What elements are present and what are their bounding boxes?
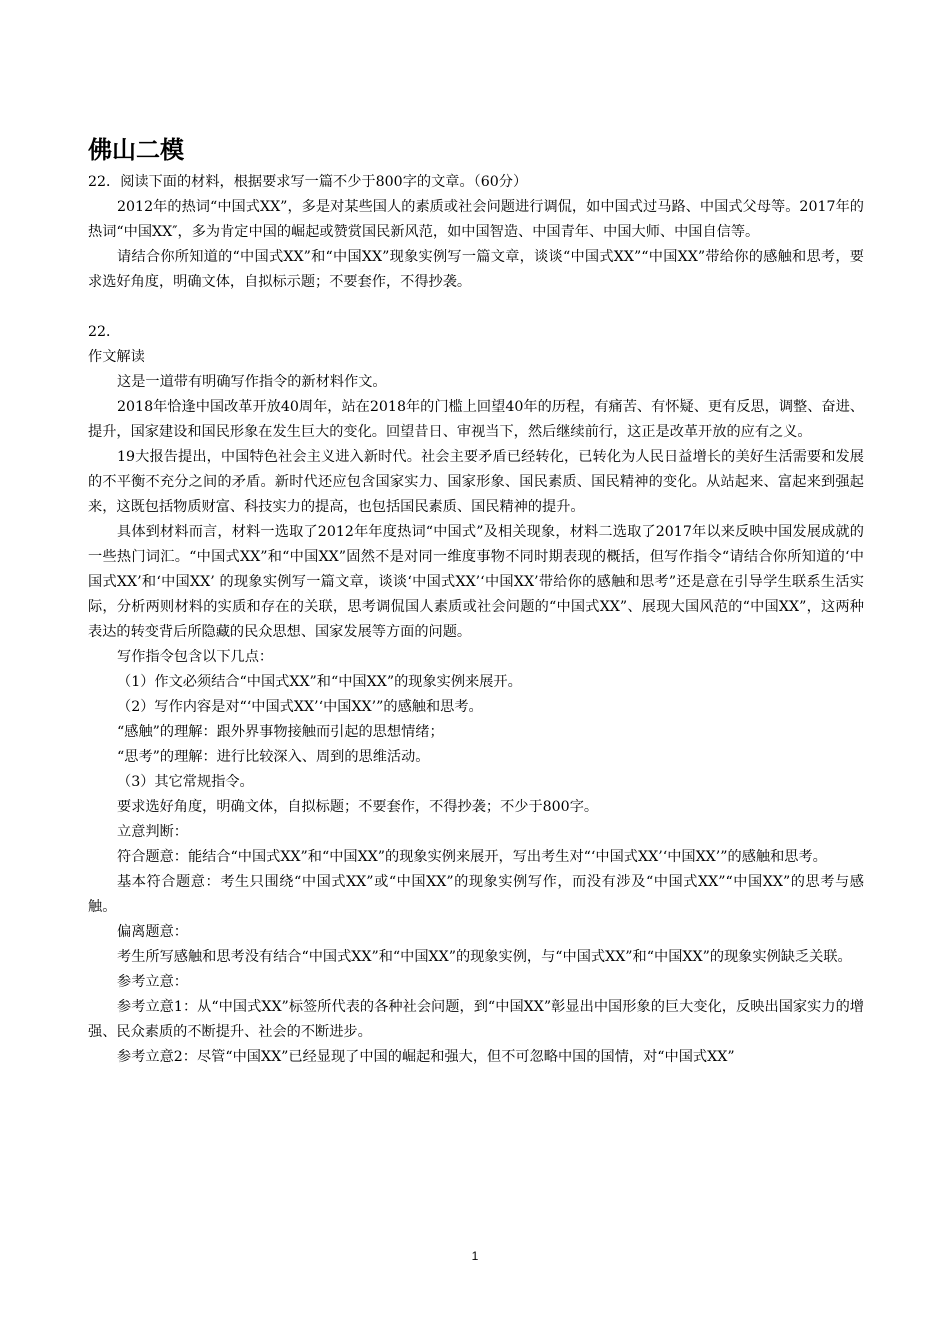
- page-number: 1: [471, 1249, 479, 1263]
- paragraph: 基本符合题意：考生只围绕“中国式XX”或“中国XX”的现象实例写作，而没有涉及“中国式XX”“中国XX”的思考与感触。: [88, 874, 864, 915]
- document-title: 佛山二模: [88, 136, 184, 164]
- paragraph: 参考立意：: [117, 974, 188, 990]
- paragraph: “感触”的理解：跟外界事物接触而引起的思想情绪；: [117, 724, 444, 740]
- paragraph: （3）其它常规指令。: [117, 774, 254, 790]
- paragraph: 2012年的热词“中国式XX”，多是对某些国人的素质或社会问题进行调侃，如中国式过马路、中国式父母等。2017年的热词“中国XX″，多为肯定中国的崛起或赞赏国民新风范，如中国智造、中国青年、中国大师、中国自信等。: [88, 199, 864, 240]
- paragraph: 立意判断：: [117, 824, 188, 840]
- paragraph: 符合题意：能结合“中国式XX”和“中国XX”的现象实例来展开，写出考生对“‘中国式XX’‘中国XX’”的感触和思考。: [117, 849, 827, 865]
- paragraph: “思考”的理解：进行比较深入、周到的思维活动。: [117, 749, 430, 765]
- paragraph: 请结合你所知道的“中国式XX”和“中国XX”现象实例写一篇文章，谈谈“中国式XX”“中国XX”带给你的感触和思考，要求选好角度，明确文体，自拟标示题；不要套作，不得抄袭。: [88, 249, 864, 290]
- paragraph: （1）作文必须结合“中国式XX”和“中国XX”的现象实例来展开。: [117, 674, 522, 690]
- paragraph: 写作指令包含以下几点：: [117, 649, 274, 665]
- paragraph: 具体到材料而言，材料一选取了2012年年度热词“中国式”及相关现象，材料二选取了2017年以来反映中国发展成就的一些热门词汇。“中国式XX”和“中国XX”固然不是对同一维度事物不同时期表现的概括，但写作指令“请结合你所知道的‘中国式XX’和‘中国XX’ 的现象实例写一篇文章，谈谈‘中国式XX’‘中国XX’带给你的感触和思考”还是意在引导学生联系生活实际，分析两则材料的实质和存在的关联，思考调侃国人素质或社会问题的“中国式XX”、展现大国风范的“中国XX”，这两种表达的转变背后所隐藏的民众思想、国家发展等方面的问题。: [88, 524, 864, 640]
- paragraph: 22．阅读下面的材料，根据要求写一篇不少于800字的文章。（60分）: [88, 174, 528, 190]
- paragraph: 考生所写感触和思考没有结合“中国式XX”和“中国XX”的现象实例，与“中国式XX”和“中国XX”的现象实例缺乏关联。: [117, 949, 852, 965]
- document-page: [88, 130, 864, 1070]
- paragraph: 22．: [88, 324, 121, 340]
- paragraph: 19大报告提出，中国特色社会主义进入新时代。社会主要矛盾已经转化，已转化为人民日益增长的美好生活需要和发展的不平衡不充分之间的矛盾。新时代还应包含国家实力、国家形象、国民素质、国民精神的变化。从站起来、富起来到强起来，这既包括物质财富、科技实力的提高，也包括国民素质、国民精神的提升。: [88, 449, 864, 515]
- document-body: [88, 170, 864, 1070]
- paragraph: 2018年恰逢中国改革开放40周年，站在2018年的门槛上回望40年的历程，有痛苦、有怀疑、更有反思，调整、奋进、提升，国家建设和国民形象在发生巨大的变化。回望昔日、审视当下，然后继续前行，这正是改革开放的应有之义。: [88, 399, 864, 440]
- paragraph: 参考立意2：尽管“中国XX”已经显现了中国的崛起和强大，但不可忽略中国的国情，对“中国式XX”: [117, 1049, 735, 1065]
- paragraph: 作文解读: [88, 349, 145, 365]
- paragraph: 参考立意1：从“中国式XX”标签所代表的各种社会问题，到“中国XX”彰显出中国形象的巨大变化，反映出国家实力的增强、民众素质的不断提升、社会的不断进步。: [88, 999, 864, 1040]
- blank-line: [88, 295, 864, 320]
- paragraph: 偏离题意：: [117, 924, 188, 940]
- paragraph: 这是一道带有明确写作指令的新材料作文。: [117, 374, 387, 390]
- paragraph: （2）写作内容是对“‘中国式XX’‘中国XX’”的感触和思考。: [117, 699, 483, 715]
- paragraph: 要求选好角度，明确文体，自拟标题；不要套作，不得抄袭；不少于800字。: [117, 799, 599, 815]
